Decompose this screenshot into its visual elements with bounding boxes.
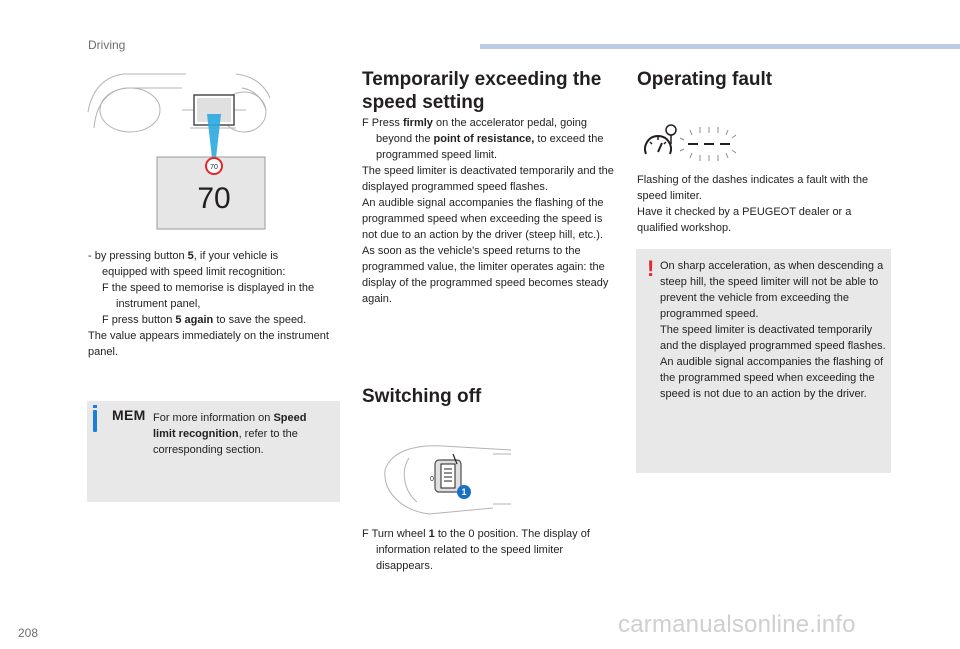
switching-off-text xyxy=(362,526,617,574)
sign-value: 70 xyxy=(210,164,218,171)
heading-temporarily-exceeding: Temporarily exceeding the speed setting xyxy=(362,69,602,113)
instrument-panel-illustration xyxy=(86,70,272,232)
heading-switching-off: Switching off xyxy=(362,386,482,407)
bold-text: point of resistance, xyxy=(433,133,535,145)
info-box-text xyxy=(153,410,331,458)
text-run: , if your vehicle is xyxy=(193,250,279,262)
speed-limiter-fault-icon xyxy=(640,122,750,164)
steering-stalk-illustration xyxy=(383,440,515,520)
text-run: Flashing of the dashes indicates a fault with the speed limiter. xyxy=(637,174,869,202)
heading-operating-fault: Operating fault xyxy=(637,69,773,90)
paragraph xyxy=(153,410,331,458)
text-run: to the 0 position. The display of information related to the speed limiter disappears. xyxy=(376,528,590,572)
paragraph xyxy=(362,243,617,307)
text-run: F the speed to memorise is displayed in the instrument panel, xyxy=(102,282,315,310)
text-run: - by pressing button xyxy=(88,250,188,262)
operating-fault-text xyxy=(637,172,892,236)
warning-box-text xyxy=(660,258,888,402)
paragraph xyxy=(88,312,343,328)
text-run: An audible signal accompanies the flashing of the programmed speed when exceeding the speed is not due to an action by the driver. xyxy=(660,356,884,400)
wheel-zero-mark: 0 xyxy=(430,476,434,483)
bold-text: 1 xyxy=(428,528,435,540)
paragraph xyxy=(660,322,888,354)
text-run: As soon as the vehicle's speed returns to the programmed value, the limiter operates again: the display of the programmed speed becomes steady again. xyxy=(362,245,609,305)
paragraph xyxy=(637,172,892,204)
bold-text: firmly xyxy=(402,117,433,129)
paragraph xyxy=(88,264,343,280)
text-run: to save the speed. xyxy=(213,314,307,326)
paragraph xyxy=(637,204,892,236)
text-run: F Turn wheel xyxy=(362,528,429,540)
paragraph xyxy=(88,248,343,264)
text-run: on the accelerator pedal, going beyond the xyxy=(376,117,588,145)
mem-icon: MEM xyxy=(112,407,146,423)
bold-text: 5 again xyxy=(175,314,214,326)
text-run: F Press xyxy=(362,117,403,129)
warning-exclamation-icon: ! xyxy=(647,256,655,281)
left-column-text xyxy=(88,248,343,360)
middle-column-text xyxy=(362,115,617,307)
paragraph xyxy=(660,354,888,402)
text-run: An audible signal accompanies the flashing of the programmed speed when exceeding the speed is not due to an action by the driver (steep hill, etc.). xyxy=(362,197,604,241)
text-run: , refer to the corresponding section. xyxy=(153,428,298,456)
display-speed: 70 xyxy=(197,182,231,215)
watermark: carmanualsonline.info xyxy=(618,611,856,638)
paragraph xyxy=(88,280,343,312)
text-run: equipped with speed limit recognition: xyxy=(102,266,286,278)
text-run: For more information on xyxy=(153,412,274,424)
page-number: 208 xyxy=(18,626,39,640)
bold-text: Speed limit recognition xyxy=(153,412,307,440)
paragraph xyxy=(660,258,888,322)
text-run: Have it checked by a PEUGEOT dealer or a qualified workshop. xyxy=(637,206,852,234)
text-run: The speed limiter is deactivated temporarily and the displayed programmed speed flashes. xyxy=(362,165,614,193)
text-run: to exceed the programmed speed limit. xyxy=(376,133,604,161)
paragraph xyxy=(362,195,617,243)
paragraph xyxy=(362,163,617,195)
text-run: F press button xyxy=(102,314,176,326)
bold-text: 5 xyxy=(187,250,194,262)
paragraph xyxy=(362,526,617,574)
callout-1: 1 xyxy=(461,487,467,497)
header-bar xyxy=(480,44,960,49)
text-run: The speed limiter is deactivated temporarily and the displayed programmed speed flashes. xyxy=(660,324,886,352)
text-run: On sharp acceleration, as when descending a steep hill, the speed limiter will not be able to prevent the vehicle from exceeding the programmed speed. xyxy=(660,260,884,320)
info-icon xyxy=(93,410,97,432)
paragraph xyxy=(362,115,617,163)
text-run: The value appears immediately on the instrument panel. xyxy=(88,330,329,358)
section-label: Driving xyxy=(88,38,126,52)
info-icon-dot xyxy=(93,405,97,408)
paragraph xyxy=(88,328,343,360)
